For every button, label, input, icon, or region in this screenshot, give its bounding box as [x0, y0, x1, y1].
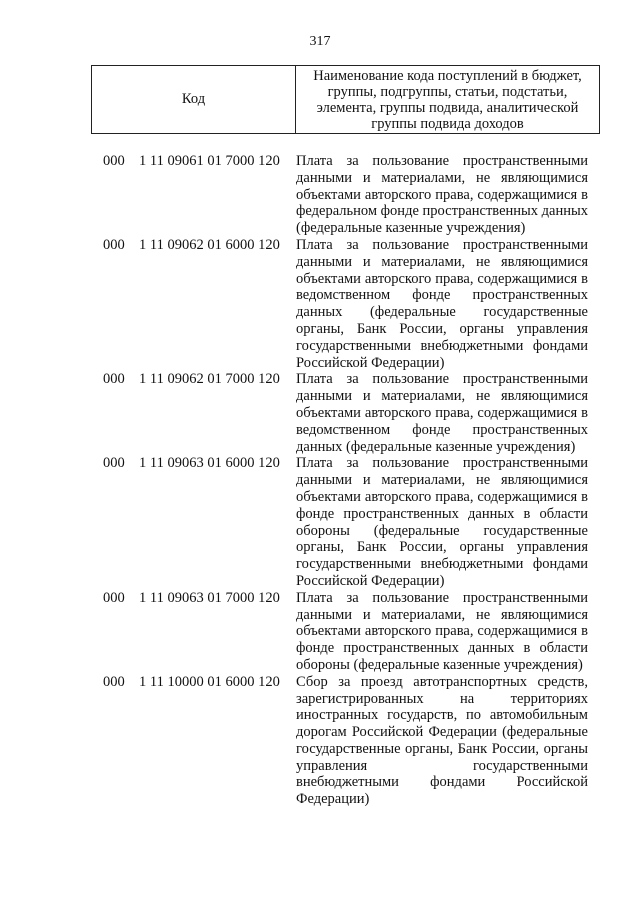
- entries-list: [103, 153, 595, 808]
- revenue-code: 1 11 09062 01 7000 120: [139, 371, 280, 388]
- revenue-code: 1 11 09063 01 7000 120: [139, 589, 280, 606]
- revenue-description: Плата за пользование пространственными данными и материалами, не являющимися объектами авторского права, содержащимися в ведомственном фонде пространственных данных (федеральные государственные органы, Банк России, органы управления государственными внебюджетными фондами Российской Федерации): [296, 236, 588, 371]
- revenue-code: 1 11 09062 01 6000 120: [139, 236, 280, 253]
- table-row: [103, 455, 595, 589]
- header-name-line: Наименование кода поступлений в бюджет,: [313, 68, 582, 84]
- revenue-description: Плата за пользование пространственными данными и материалами, не являющимися объектами авторского права, содержащимися в ведомственном фонде пространственных данных (федеральные казенные учреждения): [296, 371, 588, 455]
- admin-code: 000: [103, 673, 125, 690]
- table-row: [103, 674, 595, 808]
- table-row: [103, 153, 595, 237]
- header-name-line: элемента, группы подвида, аналитической: [316, 100, 579, 116]
- admin-code: 000: [103, 371, 125, 388]
- revenue-description: Плата за пользование пространственными данными и материалами, не являющимися объектами авторского права, содержащимися в фонде пространственных данных в области обороны (федеральные государственные органы, Банк России, органы управления государственными внебюджетными фондами Российской Федерации): [296, 455, 588, 589]
- table-header: [91, 65, 600, 134]
- table-row: [103, 371, 595, 455]
- revenue-code: 1 11 09063 01 6000 120: [139, 455, 280, 472]
- page-number: 317: [309, 34, 331, 49]
- header-code-column: Код: [92, 66, 296, 133]
- header-name-line: группы подвида доходов: [371, 116, 524, 132]
- header-name-line: группы, подгруппы, статьи, подстатьи,: [327, 84, 568, 100]
- header-name-column: [296, 66, 599, 133]
- admin-code: 000: [103, 236, 125, 253]
- admin-code: 000: [103, 153, 125, 169]
- admin-code: 000: [103, 589, 125, 606]
- revenue-code: 1 11 10000 01 6000 120: [139, 673, 280, 690]
- revenue-code: 1 11 09061 01 7000 120: [139, 153, 280, 169]
- admin-code: 000: [103, 455, 125, 472]
- table-row: [103, 590, 595, 674]
- table-row: [103, 237, 595, 371]
- revenue-description: Плата за пользование пространственными данными и материалами, не являющимися объектами авторского права, содержащимися в фонде пространственных данных в области обороны (федеральные казенные учреждения): [296, 589, 588, 673]
- revenue-description: Плата за пользование пространственными данными и материалами, не являющимися объектами авторского права, содержащимися в федеральном фонде пространственных данных (федеральные казенные учреждения): [296, 153, 588, 237]
- revenue-description: Сбор за проезд автотранспортных средств, зарегистрированных на территориях иностранных государств, по автомобильным дорогам Российской Федерации (федеральные государственные органы, Банк России, органы управления государственными внебюджетными фондами Российской Федерации): [296, 673, 588, 808]
